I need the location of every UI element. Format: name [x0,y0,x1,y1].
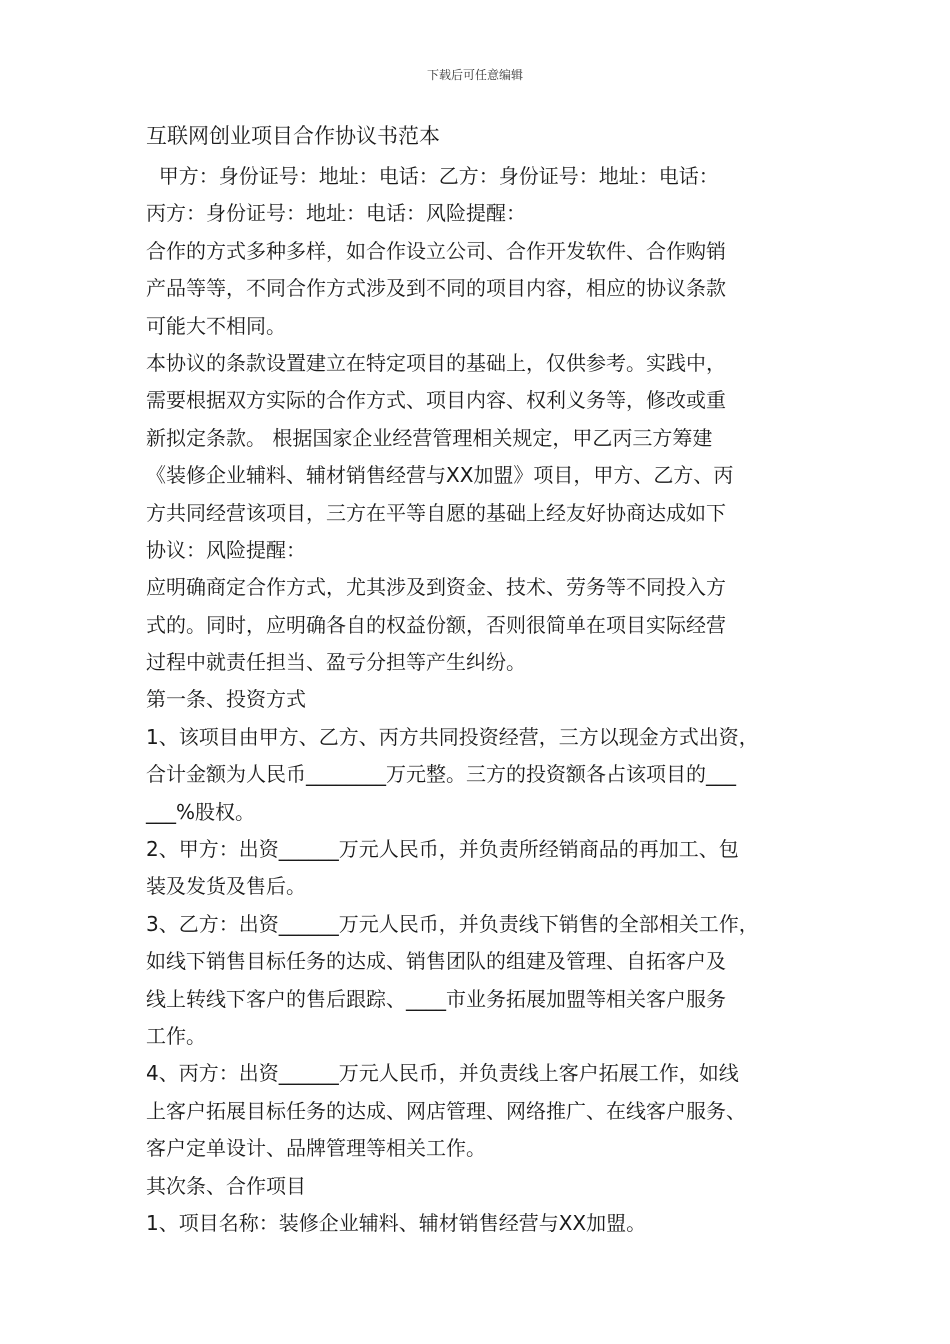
body-line: 工作。 [146,1023,206,1048]
body-line: 可能大不相同。 [146,313,286,338]
body-line: 过程中就责任担当、盈亏分担等产生纠纷。 [146,650,526,675]
body-line: 2、甲方：出资______万元人民币，并负责所经销商品的再加工、包 [146,837,739,862]
body-line: 应明确商定合作方式，尤其涉及到资金、技术、劳务等不同投入方 [146,575,726,600]
document-body [146,158,811,1242]
body-line: 需要根据双方实际的合作方式、项目内容、权利义务等，修改或重 [146,388,726,413]
section-heading: 第一条、投资方式 [146,687,306,712]
body-line: 《装修企业辅料、辅材销售经营与XX加盟》项目，甲方、乙方、丙 [146,463,734,488]
body-line: ___%股权。 [146,799,256,824]
body-line: 方共同经营该项目，三方在平等自愿的基础上经友好协商达成如下 [146,500,726,525]
body-line: 如线下销售目标任务的达成、销售团队的组建及管理、自拓客户及 [146,949,726,974]
body-line: 式的。同时，应明确各自的权益份额，否则很简单在项目实际经营 [146,612,726,637]
body-line: 1、该项目由甲方、乙方、丙方共同投资经营，三方以现金方式出资， [146,724,759,749]
body-line: 4、丙方：出资______万元人民币，并负责线上客户拓展工作，如线 [146,1061,739,1086]
body-line: 装及发货及售后。 [146,874,306,899]
body-line: 合作的方式多种多样，如合作设立公司、合作开发软件、合作购销 [146,238,726,263]
body-line: 协议：风险提醒： [146,537,306,562]
body-line: 上客户拓展目标任务的达成、网店管理、网络推广、在线客户服务、 [146,1098,746,1123]
body-line: 本协议的条款设置建立在特定项目的基础上，仅供参考。实践中， [146,350,726,375]
body-line: 客户定单设计、品牌管理等相关工作。 [146,1136,486,1161]
body-line: 丙方：身份证号：地址：电话：风险提醒： [146,201,526,226]
document-title: 互联网创业项目合作协议书范本 [146,124,440,148]
body-line: 1、项目名称：装修企业辅料、辅材销售经营与XX加盟。 [146,1210,647,1235]
body-line: 合计金额为人民币________万元整。三方的投资额各占该项目的___ [146,762,736,787]
body-line: 新拟定条款。 根据国家企业经营管理相关规定，甲乙丙三方筹建 [146,425,713,450]
section-heading: 其次条、合作项目 [146,1173,306,1198]
body-line: 产品等等，不同合作方式涉及到不同的项目内容，相应的协议条款 [146,276,726,301]
header-note: 下载后可任意编辑 [426,68,523,82]
body-line: 3、乙方：出资______万元人民币，并负责线下销售的全部相关工作， [146,911,759,936]
body-line: 甲方：身份证号：地址：电话：乙方：身份证号：地址：电话： [146,164,719,188]
body-line: 线上转线下客户的售后跟踪、____市业务拓展加盟等相关客户服务 [146,986,726,1011]
